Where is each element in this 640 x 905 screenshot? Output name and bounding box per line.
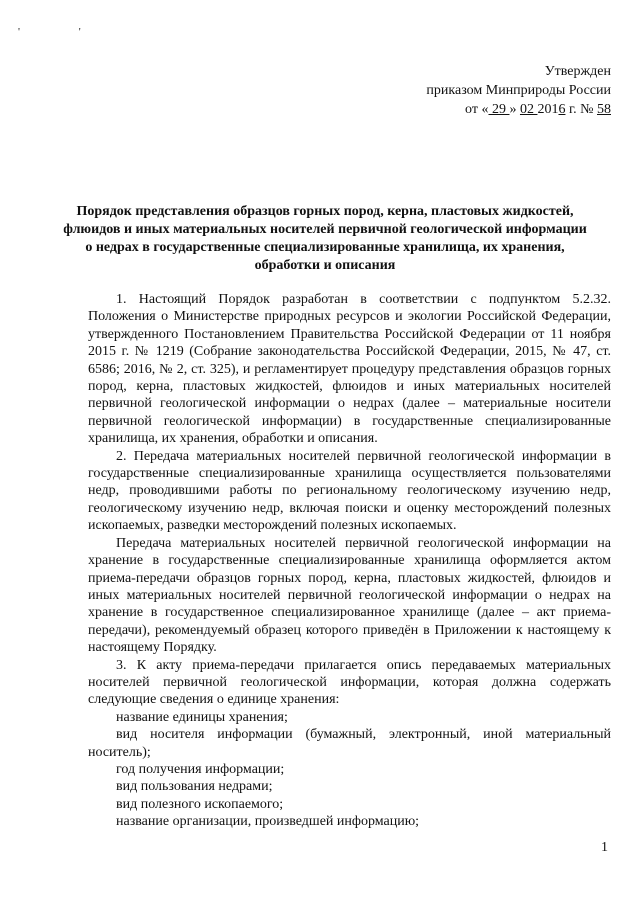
list-item: вид носителя информации (бумажный, электронный, иной материальный носитель);	[88, 727, 611, 760]
paragraph-1: 1. Настоящий Порядок разработан в соответствии с подпунктом 5.2.32. Положения о Министерстве природных ресурсов и экологии Российской Федерации, утвержденного Постановлением Правительства Российской Федерации от 11 ноября 2015 г. № 1219 (Собрание законодательства Российской Федерации, 2015, № 47, ст. 6586; 2016, № 2, ст. 325), и регламентирует процедуру представления образцов горных пород, керна, пластовых жидкостей, флюидов и иных материальных носителей первичной геологической информации о недрах (далее – материальные носители первичной геологической информации) в государственные специализированные хранилища, их хранения, обработки и описания.	[88, 292, 611, 447]
date-month: 02	[519, 102, 538, 117]
approval-stamp	[426, 62, 611, 119]
date-day: 29	[488, 102, 510, 117]
list-item: вид полезного ископаемого;	[116, 796, 284, 812]
list-item: название организации, произведшей информацию;	[116, 814, 420, 830]
date-year-digit: 6	[558, 102, 566, 117]
list-item: вид пользования недрами;	[116, 779, 273, 795]
date-mid: »	[509, 102, 520, 117]
scan-marks: ' '	[18, 26, 109, 38]
date-suffix: г. №	[565, 102, 597, 117]
date-prefix: от «	[465, 102, 489, 117]
paragraph-2: 2. Передача материальных носителей первичной геологической информации в государственные специализированные хранилища осуществляется пользователями недр, проводившими работы по региональному геологическому изучению недр, геологическому изучению недр, включая поиски и оценку месторождений полезных ископаемых, разведки месторождений полезных ископаемых.	[88, 448, 611, 534]
approval-line-1: Утвержден	[544, 64, 611, 79]
list-item: год получения информации;	[116, 761, 285, 777]
page-number: 1	[601, 840, 608, 855]
paragraph-3: Передача материальных носителей первичной геологической информации на хранение в государственные специализированные хранилища оформляется актом приема-передачи образцов горных пород, керна, пластовых жидкостей, флюидов и иных материальных носителей первичной геологической информации о недрах на хранение в государственное специализированное хранилище (далее – акт приема-передачи), рекомендуемый образец которого приведён в Приложении к настоящему к настоящему Порядку.	[88, 535, 611, 656]
paragraph-4: 3. К акту приема-передачи прилагается опись передаваемых материальных носителей первичной геологической информации, которая должна содержать следующие сведения о единице хранения:	[88, 657, 611, 708]
order-number: 58	[597, 102, 611, 117]
approval-date-line	[426, 100, 611, 119]
document-body	[88, 291, 611, 831]
date-year-prefix: 201	[537, 102, 559, 117]
list-item: название единицы хранения;	[116, 709, 288, 725]
document-title: Порядок представления образцов горных пород, керна, пластовых жидкостей, флюидов и иных материальных носителей первичной геологической информации о недрах в государственные специализированные хранилища, их хранения, обработки и описания	[63, 204, 587, 273]
approval-line-2: приказом Минприроды России	[426, 83, 611, 98]
